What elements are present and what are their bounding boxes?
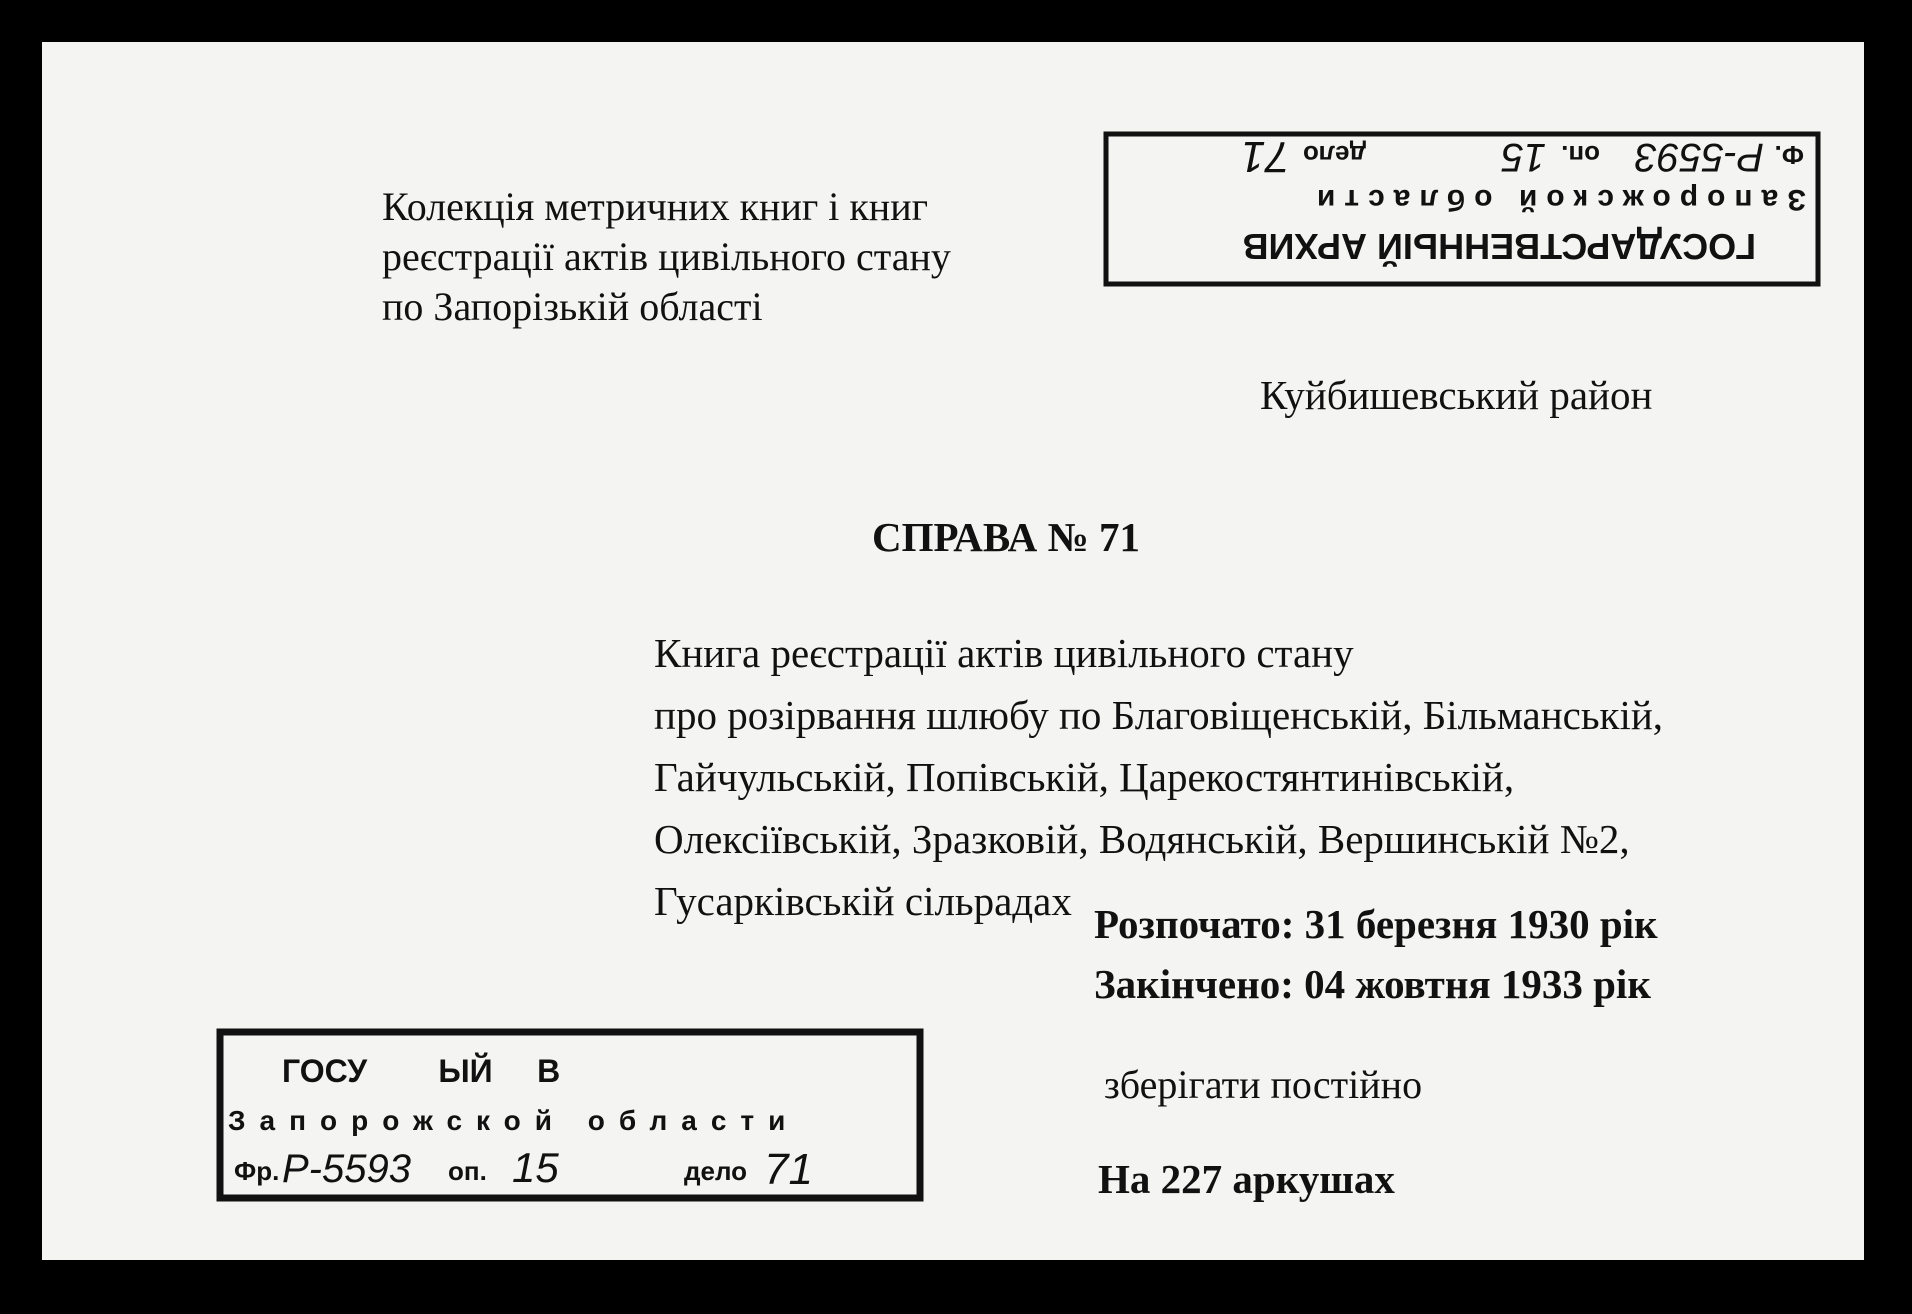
stamp-top-line-2: Запорожской области bbox=[1307, 183, 1806, 216]
stamp-top-delo-label: дело bbox=[1302, 140, 1366, 170]
collection-line-2: реєстрації актів цивільного стану bbox=[382, 234, 951, 279]
book-line-3: Гайчульській, Попівській, Царекостянтинівській, bbox=[654, 754, 1515, 800]
date-started: Розпочато: 31 березня 1930 рік bbox=[1094, 901, 1658, 947]
archive-stamp-bottom bbox=[212, 1022, 932, 1212]
stamp-bottom-opis: 15 bbox=[512, 1144, 559, 1191]
stamp-bottom-opis-label: оп. bbox=[448, 1156, 487, 1186]
stamp-bottom-line-2: Запорожской области bbox=[228, 1105, 800, 1136]
stamp-top-line-1: ГОСУДАРСТВЕННЫЙ АРХИВ bbox=[1242, 226, 1756, 267]
case-title: СПРАВА № 71 bbox=[872, 514, 1140, 560]
retention-note: зберігати постійно bbox=[1104, 1062, 1423, 1107]
book-line-4: Олексіївській, Зразковій, Водянській, Вершинській №2, bbox=[654, 816, 1630, 862]
book-line-5: Гусарківській сільрадах bbox=[654, 878, 1072, 924]
district: Куйбишевський район bbox=[1260, 372, 1653, 418]
dates-block bbox=[1094, 894, 1658, 1014]
stamp-bottom-delo-label: дело bbox=[684, 1156, 748, 1186]
collection-heading bbox=[382, 182, 951, 332]
collection-line-3: по Запорізькій області bbox=[382, 284, 763, 329]
stamp-top-opis-label: оп. bbox=[1561, 140, 1600, 170]
document-sheet bbox=[42, 42, 1864, 1260]
stamp-top-fond: Р-5593 bbox=[1635, 135, 1764, 179]
archive-stamp-top bbox=[1096, 118, 1826, 294]
stamp-top-delo: 71 bbox=[1241, 132, 1290, 181]
sheet-count: На 227 аркушах bbox=[1098, 1156, 1395, 1202]
book-line-1: Книга реєстрації актів цивільного стану bbox=[654, 630, 1354, 676]
stamp-bottom-fond-label: Фр. bbox=[234, 1156, 280, 1186]
collection-line-1: Колекція метричних книг і книг bbox=[382, 184, 929, 229]
stamp-top-opis: 15 bbox=[1501, 135, 1546, 179]
book-description bbox=[654, 622, 1663, 932]
book-line-2: про розірвання шлюбу по Благовіщенській, Більманській, bbox=[654, 692, 1664, 738]
stamp-top-fond-label: Ф. bbox=[1774, 140, 1804, 170]
stamp-bottom-fond: Р-5593 bbox=[282, 1147, 411, 1191]
stamp-bottom-delo: 71 bbox=[764, 1145, 813, 1194]
date-finished: Закінчено: 04 жовтня 1933 рік bbox=[1094, 961, 1651, 1007]
stamp-bottom-line-1: ГОСУ ЫЙ В bbox=[282, 1053, 561, 1089]
